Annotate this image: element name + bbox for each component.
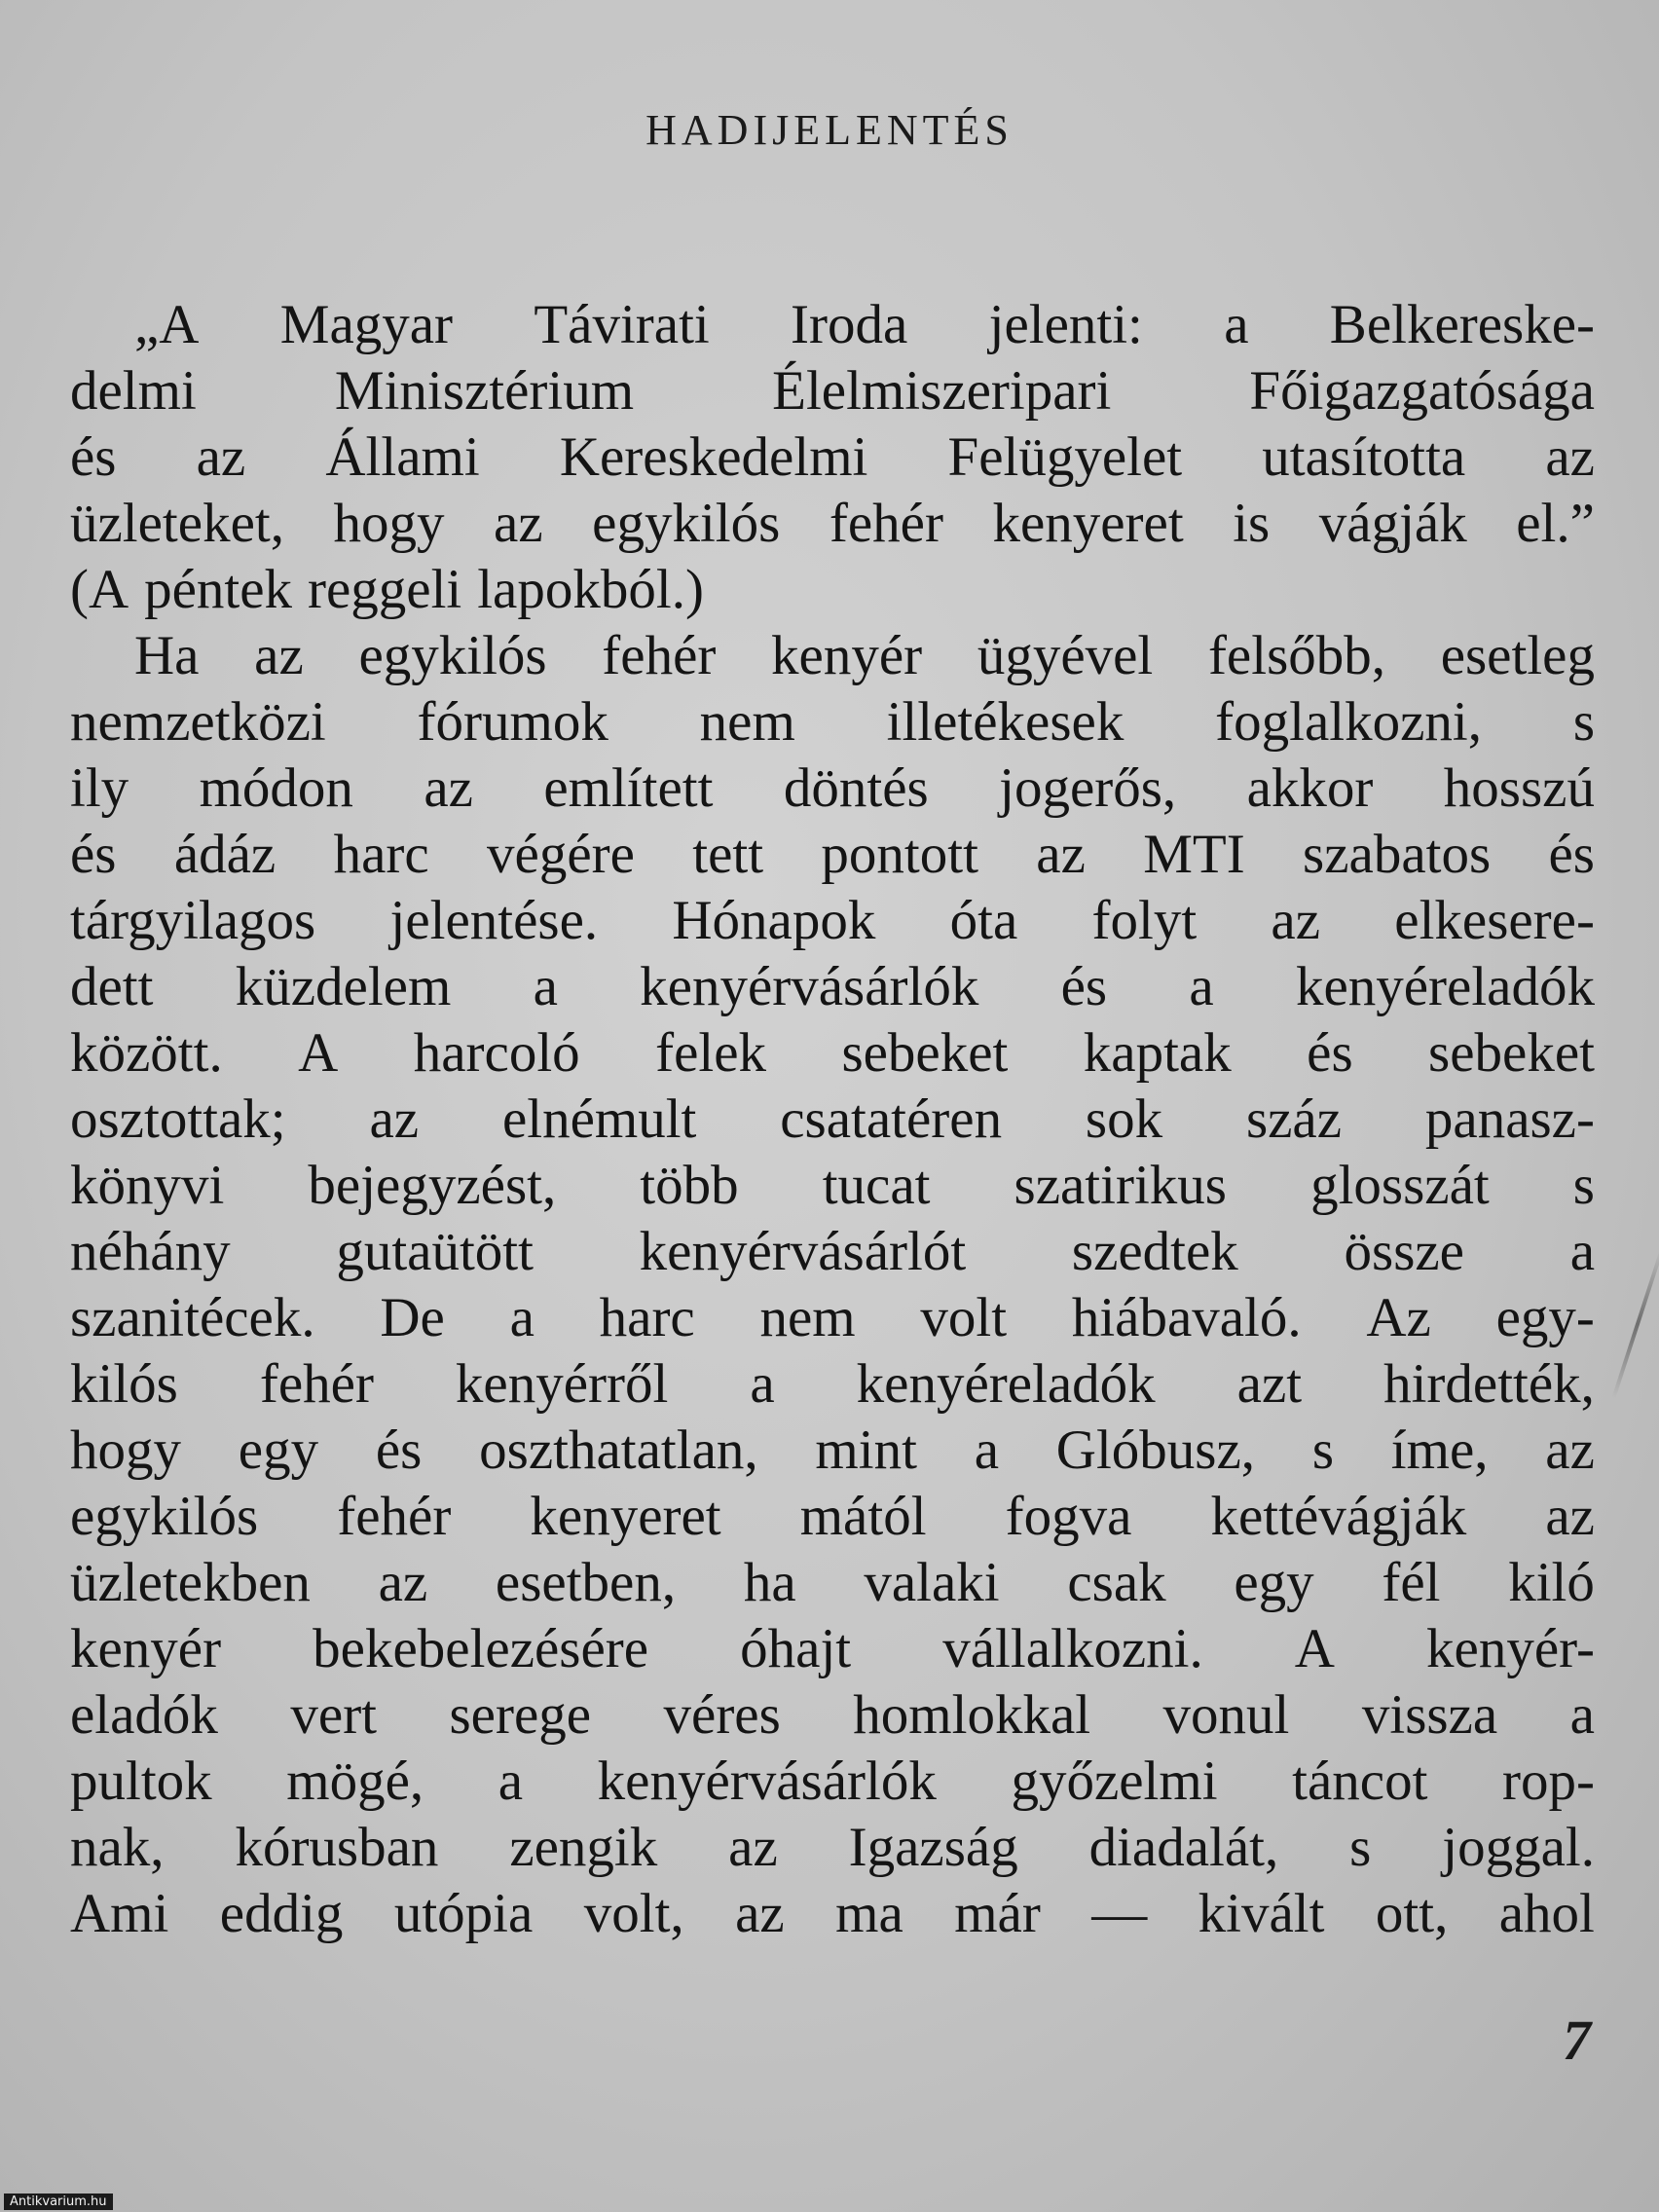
word: íme,: [1390, 1419, 1489, 1481]
word: dett: [70, 956, 154, 1017]
word: Távirati: [534, 294, 710, 355]
word: volt: [920, 1287, 1008, 1348]
word: több: [640, 1155, 739, 1216]
word: fehér: [259, 1353, 374, 1415]
word: nem: [699, 691, 795, 753]
word: valaki: [864, 1552, 1000, 1613]
text-line: [70, 1881, 1595, 1947]
word: mögé,: [286, 1751, 424, 1812]
word: szedtek: [1071, 1221, 1238, 1282]
word: Ami: [70, 1883, 169, 1944]
word: az: [1545, 426, 1595, 488]
text-line: [70, 623, 1595, 689]
word: az: [735, 1883, 785, 1944]
word: már: [954, 1883, 1041, 1944]
word: oszthatatlan,: [479, 1419, 758, 1481]
word: Ha: [134, 625, 200, 686]
word: lapokból.): [477, 559, 704, 620]
word: győzelmi: [1011, 1751, 1218, 1812]
word: mától: [799, 1486, 927, 1547]
word: ádáz: [173, 824, 276, 885]
word: Glóbusz,: [1055, 1419, 1256, 1481]
word: nem: [759, 1287, 856, 1348]
word: szanitécek.: [70, 1287, 315, 1348]
word: egy-: [1495, 1287, 1595, 1348]
word: az: [728, 1817, 778, 1878]
word: reggeli: [308, 559, 462, 620]
word: és: [70, 824, 117, 885]
word: Főigazgatósága: [1249, 360, 1595, 422]
word: jogerős,: [999, 757, 1177, 819]
text-line: [70, 1351, 1595, 1418]
word: folyt: [1091, 890, 1198, 951]
word: fehér: [829, 493, 943, 554]
word: mint: [815, 1419, 917, 1481]
text-line: [70, 1219, 1595, 1285]
word: illetékesek: [886, 691, 1124, 753]
word: diadalát,: [1088, 1817, 1279, 1878]
word: szatirikus: [1014, 1155, 1227, 1216]
word: eddig: [219, 1883, 344, 1944]
word: kenyeret: [530, 1486, 721, 1547]
word: gutaütött: [336, 1221, 534, 1282]
word: kenyéreladók: [1295, 956, 1595, 1017]
word: csatatéren: [780, 1088, 1003, 1150]
word: véres: [663, 1684, 781, 1746]
word: kivált: [1198, 1883, 1325, 1944]
word: hogy: [70, 1419, 181, 1481]
word: bekebelezésére: [313, 1618, 649, 1679]
text-line: [70, 491, 1595, 557]
word: Magyar: [279, 294, 454, 355]
text-line: [70, 358, 1595, 424]
word: küzdelem: [235, 956, 452, 1017]
word: az: [494, 493, 543, 554]
word: vissza: [1361, 1684, 1498, 1746]
text-line: [70, 1749, 1595, 1815]
word: Iroda: [791, 294, 908, 355]
word: s: [1349, 1817, 1372, 1878]
word: Élelmiszeripari: [772, 360, 1112, 422]
word: említett: [543, 757, 714, 819]
word: a: [974, 1419, 1000, 1481]
word: tucat: [822, 1155, 931, 1216]
text-line: [70, 1484, 1595, 1550]
word: és: [1548, 824, 1595, 885]
word: óta: [949, 890, 1018, 951]
word: fórumok: [417, 691, 608, 753]
word: az: [196, 426, 246, 488]
word: Hónapok: [672, 890, 876, 951]
word: utasította: [1262, 426, 1466, 488]
word: egy: [238, 1419, 319, 1481]
word: vert: [290, 1684, 378, 1746]
word: harcoló: [413, 1022, 580, 1084]
word: és: [1307, 1022, 1353, 1084]
body-text: [70, 292, 1595, 1947]
word: egykilós: [358, 625, 547, 686]
word: rop-: [1502, 1751, 1595, 1812]
word: ma: [835, 1883, 903, 1944]
word: az: [1271, 890, 1321, 951]
word: el.”: [1516, 493, 1595, 554]
word: —: [1091, 1883, 1148, 1944]
paragraph-main: [70, 623, 1595, 1947]
word: üzleteket,: [70, 493, 284, 554]
text-line: [70, 557, 1595, 623]
word: nak,: [70, 1817, 165, 1878]
running-head: HADIJELENTÉS: [645, 106, 1014, 154]
word: delmi: [70, 360, 197, 422]
word: Felügyelet: [947, 426, 1183, 488]
word: tett: [692, 824, 764, 885]
paragraph-quote: [70, 292, 1595, 623]
word: hosszú: [1443, 757, 1595, 819]
word: eladók: [70, 1684, 218, 1746]
text-line: [70, 888, 1595, 954]
word: fehér: [337, 1486, 452, 1547]
word: a: [1224, 294, 1249, 355]
word: a: [750, 1353, 775, 1415]
word: (A: [70, 559, 129, 620]
word: a: [1189, 956, 1214, 1017]
word: sebeket: [1428, 1022, 1595, 1084]
word: jelenti:: [988, 294, 1143, 355]
word: kaptak: [1083, 1022, 1232, 1084]
watermark: Antikvarium.hu: [4, 2194, 113, 2210]
page-crease-mark: [1611, 1249, 1659, 1398]
word: s: [1572, 1155, 1595, 1216]
word: A: [298, 1022, 339, 1084]
word: fehér: [602, 625, 717, 686]
word: ha: [743, 1552, 796, 1613]
word: pultok: [70, 1751, 212, 1812]
word: „A: [134, 294, 200, 355]
word: homlokkal: [853, 1684, 1091, 1746]
word: kenyér-: [1426, 1618, 1595, 1679]
text-line: [70, 1020, 1595, 1087]
word: Az: [1366, 1287, 1431, 1348]
word: osztottak;: [70, 1088, 286, 1150]
page-number: 7: [1563, 2009, 1591, 2072]
word: ott,: [1375, 1883, 1449, 1944]
word: hirdették,: [1383, 1353, 1595, 1415]
word: Kereskedelmi: [559, 426, 868, 488]
text-line: [70, 1285, 1595, 1351]
word: az: [1036, 824, 1086, 885]
word: táncot: [1292, 1751, 1428, 1812]
word: kenyér: [771, 625, 923, 686]
word: az: [254, 625, 304, 686]
word: vágják: [1318, 493, 1467, 554]
word: az: [369, 1088, 420, 1150]
word: joggal.: [1442, 1817, 1595, 1878]
word: a: [1569, 1221, 1595, 1282]
word: között.: [70, 1022, 223, 1084]
text-line: [70, 1418, 1595, 1484]
word: elnémult: [501, 1088, 697, 1150]
word: száz: [1245, 1088, 1343, 1150]
word: tárgyilagos: [70, 890, 316, 951]
word: óhajt: [740, 1618, 852, 1679]
word: ügyével: [977, 625, 1154, 686]
word: kenyeret: [992, 493, 1184, 554]
word: és: [375, 1419, 423, 1481]
word: Minisztérium: [334, 360, 635, 422]
word: A: [1294, 1618, 1335, 1679]
word: serege: [449, 1684, 592, 1746]
word: könyvi: [70, 1155, 225, 1216]
word: Igazság: [848, 1817, 1018, 1878]
word: glosszát: [1310, 1155, 1490, 1216]
text-line: [70, 292, 1595, 358]
word: és: [1060, 956, 1108, 1017]
word: utópia: [393, 1883, 534, 1944]
text-line: [70, 1682, 1595, 1749]
word: vállalkozni.: [942, 1618, 1203, 1679]
word: össze: [1344, 1221, 1464, 1282]
word: kettévágják: [1210, 1486, 1467, 1547]
word: az: [424, 757, 473, 819]
word: De: [380, 1287, 445, 1348]
word: kenyérről: [455, 1353, 669, 1415]
word: hiábavaló.: [1071, 1287, 1302, 1348]
word: kenyérvásárlók: [597, 1751, 937, 1812]
word: felek: [655, 1022, 767, 1084]
word: a: [533, 956, 558, 1017]
text-line: [70, 689, 1595, 756]
word: kenyér: [70, 1618, 222, 1679]
word: azt: [1236, 1353, 1303, 1415]
word: elkesere-: [1394, 890, 1595, 951]
word: Belkereske-: [1329, 294, 1595, 355]
word: harc: [599, 1287, 695, 1348]
word: fél: [1382, 1552, 1441, 1613]
word: üzletekben: [70, 1552, 311, 1613]
word: a: [509, 1287, 535, 1348]
word: hogy: [333, 493, 445, 554]
word: és: [70, 426, 117, 488]
word: sok: [1085, 1088, 1163, 1150]
text-line: [70, 756, 1595, 822]
word: kenyéreladók: [856, 1353, 1156, 1415]
word: s: [1311, 1419, 1334, 1481]
word: kórusban: [235, 1817, 439, 1878]
word: a: [1569, 1684, 1595, 1746]
word: péntek: [144, 559, 293, 620]
text-line: [70, 1087, 1595, 1153]
word: esetleg: [1440, 625, 1595, 686]
word: is: [1233, 493, 1271, 554]
word: nemzetközi: [70, 691, 326, 753]
word: harc: [333, 824, 429, 885]
word: s: [1572, 691, 1595, 753]
text-line: [70, 1153, 1595, 1219]
word: MTI: [1143, 824, 1245, 885]
word: néhány: [70, 1221, 231, 1282]
text-line: [70, 424, 1595, 491]
word: vonul: [1162, 1684, 1290, 1746]
word: pontott: [821, 824, 978, 885]
text-line: [70, 954, 1595, 1020]
word: volt,: [583, 1883, 684, 1944]
word: egy: [1234, 1552, 1314, 1613]
word: kenyérvásárlók: [640, 956, 979, 1017]
word: foglalkozni,: [1215, 691, 1482, 753]
word: az: [378, 1552, 428, 1613]
word: esetben,: [495, 1552, 677, 1613]
text-line: [70, 1616, 1595, 1682]
word: sebeket: [841, 1022, 1009, 1084]
word: ily: [70, 757, 129, 819]
word: fogva: [1005, 1486, 1132, 1547]
text-line: [70, 1550, 1595, 1616]
word: jelentése.: [389, 890, 599, 951]
word: egykilós: [70, 1486, 259, 1547]
word: csak: [1067, 1552, 1166, 1613]
word: kiló: [1508, 1552, 1595, 1613]
word: felsőbb,: [1207, 625, 1386, 686]
word: panasz-: [1424, 1088, 1595, 1150]
word: Állami: [325, 426, 480, 488]
word: ahol: [1498, 1883, 1595, 1944]
word: kenyérvásárlót: [639, 1221, 967, 1282]
word: döntés: [783, 757, 929, 819]
word: végére: [487, 824, 635, 885]
text-line: [70, 822, 1595, 888]
text-line: [70, 1815, 1595, 1881]
word: bejegyzést,: [308, 1155, 557, 1216]
word: zengik: [509, 1817, 658, 1878]
word: akkor: [1246, 757, 1374, 819]
word: módon: [199, 757, 353, 819]
word: az: [1545, 1486, 1595, 1547]
word: kilós: [70, 1353, 178, 1415]
word: szabatos: [1303, 824, 1492, 885]
word: egykilós: [592, 493, 781, 554]
word: az: [1545, 1419, 1595, 1481]
word: a: [498, 1751, 524, 1812]
